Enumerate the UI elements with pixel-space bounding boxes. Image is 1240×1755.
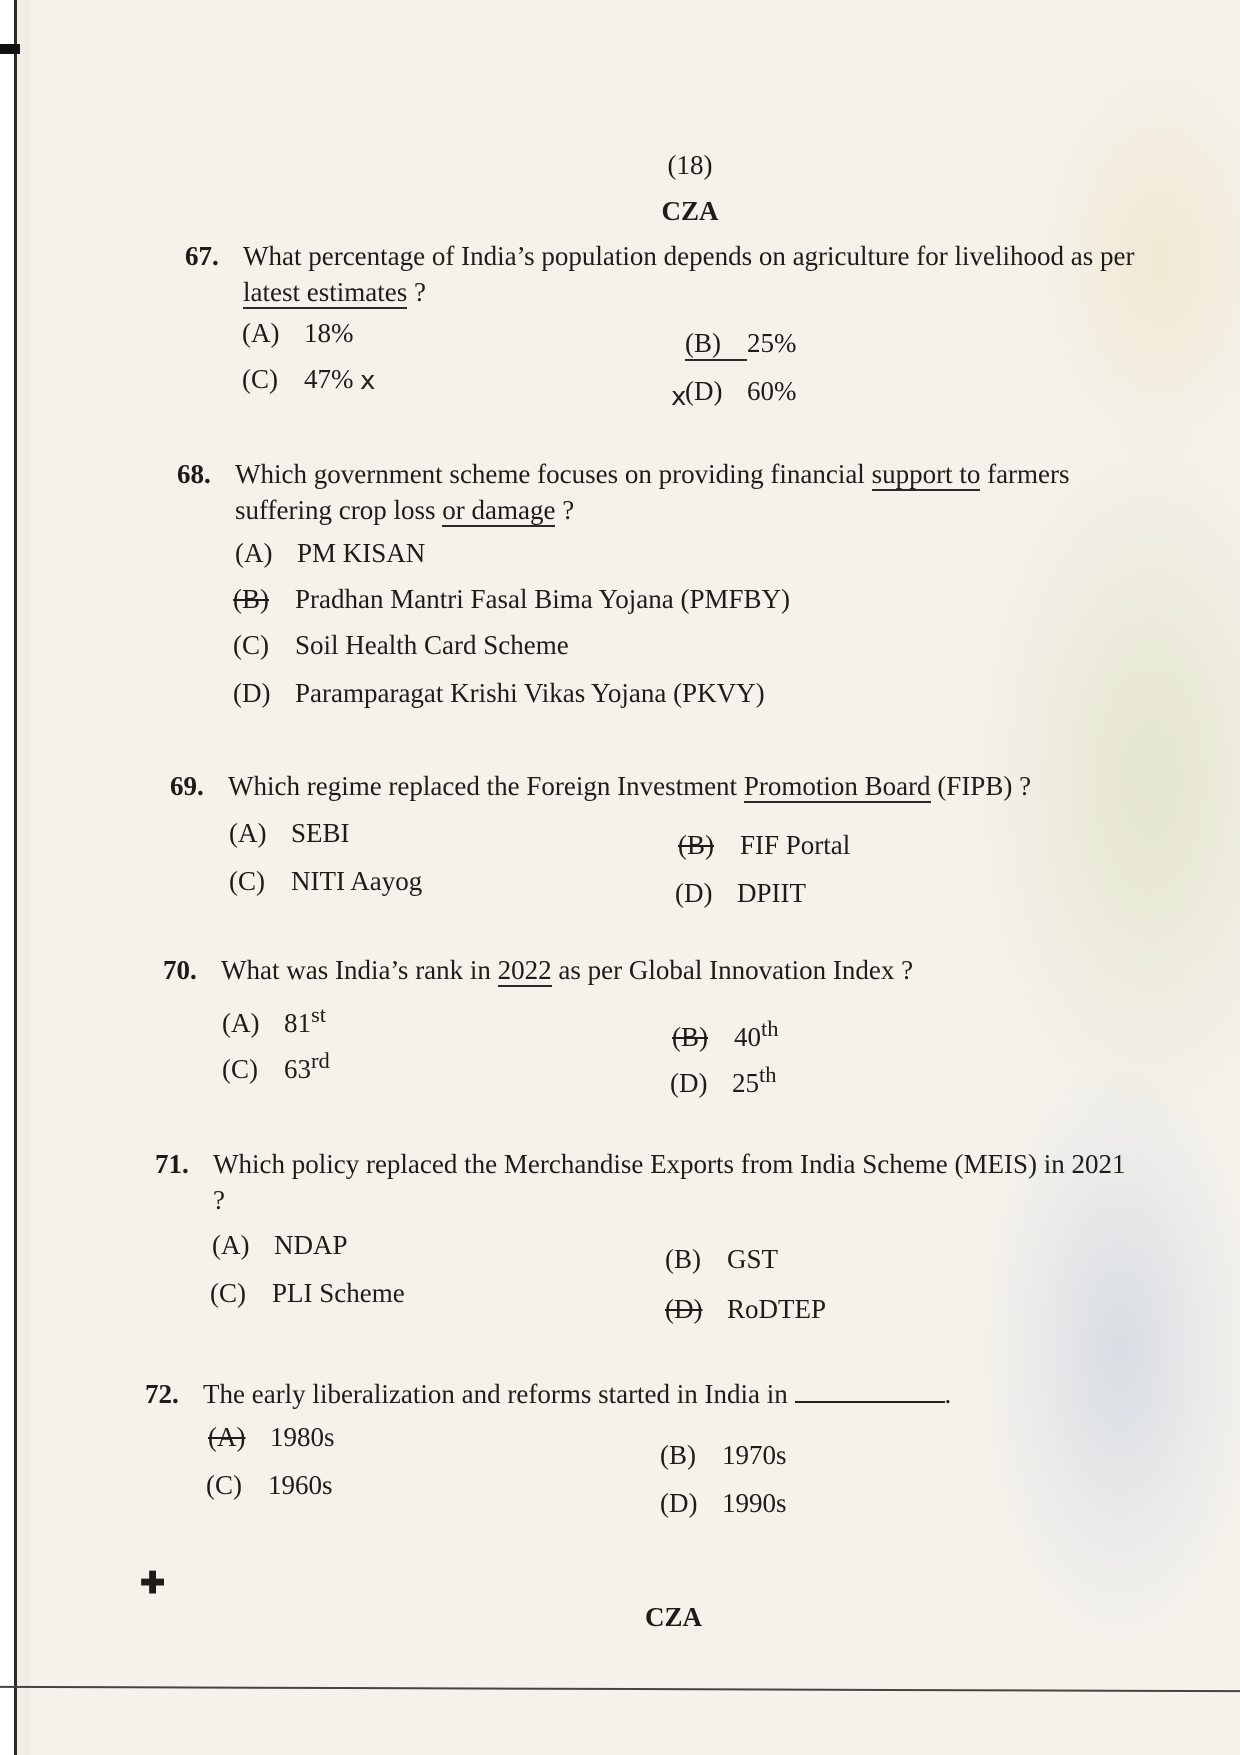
question-number: 67. [185,241,219,271]
option-b: (B) FIF Portal [678,830,851,860]
option-c: (C) 63rd [222,1048,330,1084]
page-number: (18) [667,150,713,180]
option-a: (A) 18% [242,318,354,348]
question-stem: Which policy replaced the Merchandise Exports from India Scheme (MEIS) in 2021 ? [213,1149,1126,1215]
option-a: (A) 1980s [208,1422,335,1452]
option-b: (B) 1970s [660,1440,787,1470]
question-69 [170,768,1170,804]
cross-mark: x [671,382,687,412]
option-c: (C) NITI Aayog [229,866,423,896]
option-b: (B) Pradhan Mantri Fasal Bima Yojana (PMFBY) [233,584,790,614]
question-number: 72. [145,1379,179,1409]
option-c: (C) 47% x [242,364,376,396]
cross-mark: x [360,366,376,396]
page-corner-mark [0,44,20,54]
option-d: (D) 60% x [671,376,797,412]
plus-mark: ✚ [140,1567,166,1600]
option-a: (A) NDAP [212,1230,348,1260]
option-b: (B) 40th [672,1016,779,1052]
option-b: (B) GST [665,1244,779,1274]
question-stem: What percentage of India’s population depends on agriculture for livelihood as per latest estimates ? [243,241,1135,307]
option-a: (A) SEBI [229,818,350,848]
answer-blank [795,1401,945,1403]
question-stem: What was India’s rank in 2022 as per Global Innovation Index ? [221,955,914,985]
question-68 [177,456,1177,528]
option-d: (D) RoDTEP [665,1294,827,1324]
option-d: (D) Paramparagat Krishi Vikas Yojana (PKVY) [233,678,765,708]
footer-paper-code: CZA [645,1602,703,1632]
question-stem: Which government scheme focuses on providing financial support to farmers suffering crop loss or damage ? [235,459,1070,525]
question-number: 71. [155,1149,189,1179]
question-number: 70. [163,955,197,985]
option-a: (A) PM KISAN [235,538,426,568]
question-70 [163,952,1163,988]
option-b: (B) 25% [685,328,797,361]
question-67 [185,238,1185,310]
underlined-phrase: latest estimates [243,277,408,307]
option-d: (D) DPIIT [675,878,806,908]
option-c: (C) 1960s [206,1470,333,1500]
page-left-edge [0,0,30,1755]
question-number: 69. [170,771,204,801]
option-c: (C) Soil Health Card Scheme [233,630,569,660]
question-71 [155,1146,1155,1218]
option-d: (D) 25th [670,1062,777,1098]
option-a: (A) 81st [222,1002,327,1038]
option-d: (D) 1990s [660,1488,787,1518]
question-stem: The early liberalization and reforms started in India in . [203,1379,952,1409]
question-number: 68. [177,459,211,489]
question-stem: Which regime replaced the Foreign Investment Promotion Board (FIPB) ? [228,771,1032,801]
option-c: (C) PLI Scheme [210,1278,405,1308]
paper-code: CZA [661,196,719,226]
question-72 [145,1376,1145,1412]
